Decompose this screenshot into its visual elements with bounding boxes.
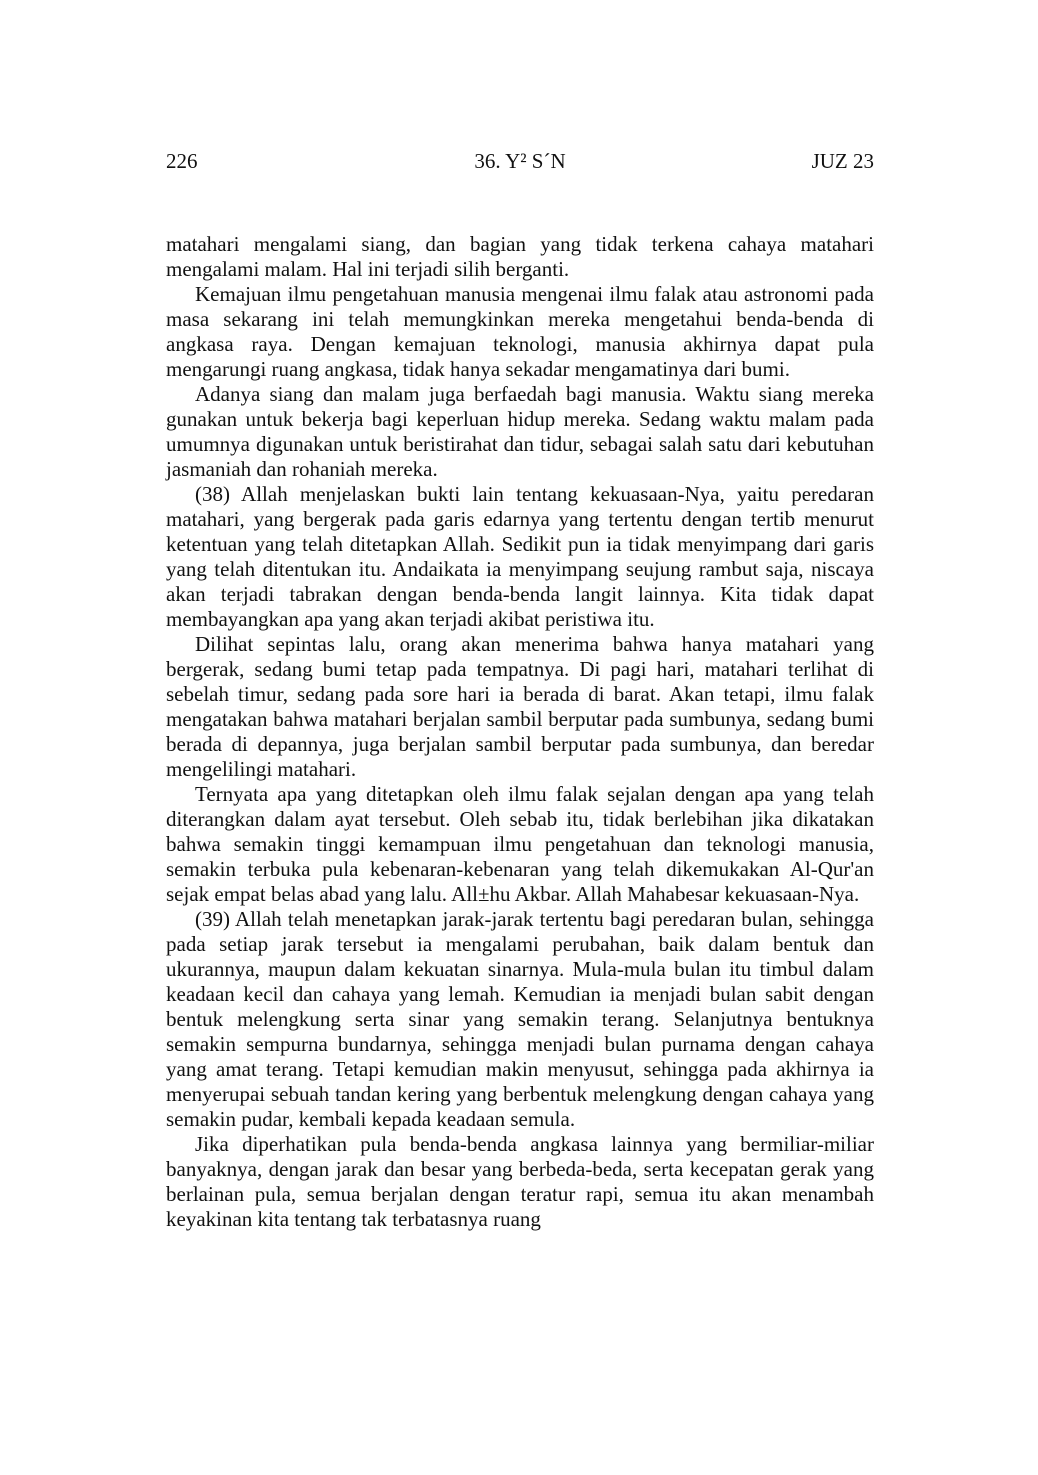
paragraph-continued: matahari mengalami siang, dan bagian yang tidak terkena cahaya matahari mengalami malam. Hal ini terjadi silih berganti. (166, 232, 874, 281)
paragraph-verse-38: (38) Allah menjelaskan bukti lain tentang kekuasaan-Nya, yaitu peredaran matahari, yang bergerak pada garis edarnya yang tertentu dengan tertib menurut ketentuan yang telah ditetapkan Allah. Sedikit pun ia tidak menyimpang dari garis yang telah ditentukan itu. Andaikata ia menyimpang seujung rambut saja, niscaya akan terjadi tabrakan dengan benda-benda langit lainnya. Kita tidak dapat membayangkan apa yang akan terjadi akibat peristiwa itu. (166, 482, 874, 631)
paragraph-verse-39: (39) Allah telah menetapkan jarak-jarak tertentu bagi peredaran bulan, sehingga pada setiap jarak tersebut ia mengalami perubahan, baik dalam bentuk dan ukurannya, maupun dalam kekuatan sinarnya. Mula-mula bulan itu timbul dalam keadaan kecil dan cahaya yang lemah. Kemudian ia menjadi bulan sabit dengan bentuk melengkung serta sinar yang semakin terang. Selanjutnya bentuknya semakin sempurna bundarnya, sehingga menjadi bulan purnama dengan cahaya yang amat terang. Tetapi kemudian makin menyusut, sehingga pada akhirnya ia menyerupai sebuah tandan kering yang berbentuk melengkung dengan cahaya yang semakin pudar, kembali kepada keadaan semula. (166, 907, 874, 1131)
paragraph: Kemajuan ilmu pengetahuan manusia mengenai ilmu falak atau astronomi pada masa sekarang ini telah memungkinkan mereka mengetahui benda-benda di angkasa raya. Dengan kemajuan teknologi, manusia akhirnya dapat pula mengarungi ruang angkasa, tidak hanya sekadar mengamatinya dari bumi. (166, 282, 874, 381)
body-text (166, 232, 874, 1232)
surah-title: 36. Y² S´N (474, 149, 566, 173)
paragraph: Ternyata apa yang ditetapkan oleh ilmu falak sejalan dengan apa yang telah diterangkan dalam ayat tersebut. Oleh sebab itu, tidak berlebihan jika dikatakan bahwa semakin tinggi kemampuan ilmu pengetahuan dan teknologi manusia, semakin terbuka pula kebenaran-kebenaran yang telah dikemukakan Al-Qur'an sejak empat belas abad yang lalu. All±hu Akbar. Allah Mahabesar kekuasaan-Nya. (166, 782, 874, 906)
paragraph: Jika diperhatikan pula benda-benda angkasa lainnya yang bermiliar-miliar banyaknya, dengan jarak dan besar yang berbeda-beda, serta kecepatan gerak yang berlainan pula, semua berjalan dengan teratur rapi, semua itu akan menambah keyakinan kita tentang tak terbatasnya ruang (166, 1132, 874, 1231)
page-header (166, 146, 874, 176)
juz-label: JUZ 23 (811, 149, 874, 173)
page-number: 226 (166, 149, 198, 173)
paragraph: Dilihat sepintas lalu, orang akan menerima bahwa hanya matahari yang bergerak, sedang bumi tetap pada tempatnya. Di pagi hari, matahari terlihat di sebelah timur, sedang pada sore hari ia berada di barat. Akan tetapi, ilmu falak mengatakan bahwa matahari berjalan sambil berputar pada sumbunya, sedang bumi berada di depannya, juga berjalan sambil berputar pada sumbunya, dan beredar mengelilingi matahari. (166, 632, 874, 781)
paragraph: Adanya siang dan malam juga berfaedah bagi manusia. Waktu siang mereka gunakan untuk bekerja bagi keperluan hidup mereka. Sedang waktu malam pada umumnya digunakan untuk beristirahat dan tidur, sebagai salah satu dari kebutuhan jasmaniah dan rohaniah mereka. (166, 382, 874, 481)
